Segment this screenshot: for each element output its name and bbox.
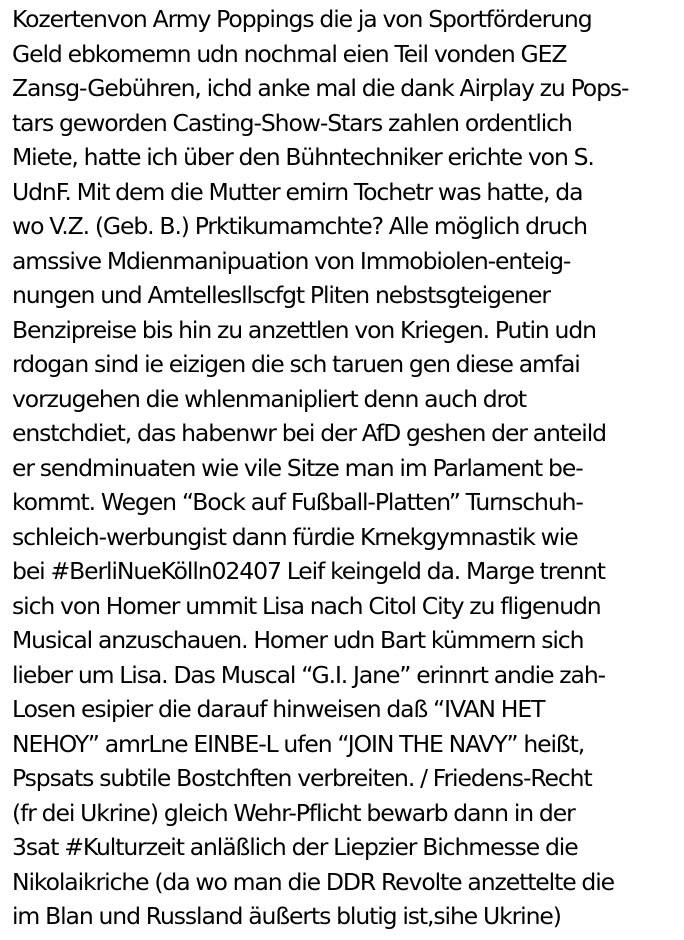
text-line: lieber um Lisa. Das Muscal “G.I. Jane” erinnrt andie zah- bbox=[12, 660, 606, 689]
text-line: rdogan sind ie eizigen die sch taruen gen diese amfai bbox=[12, 350, 580, 378]
text-line: enstchdiet, das habenwr bei der AfD geshen der anteild bbox=[12, 419, 606, 447]
text-line: schleich-werbungist dann fürdie Krnekgymnastik wie bbox=[12, 522, 578, 551]
text-line: NEHOY” amrLne EINBE-L ufen “JOIN THE NAVY” heißt, bbox=[12, 729, 585, 758]
body-text bbox=[12, 2, 680, 934]
text-line: Geld ebkomemn udn nochmal eien Teil vonden GEZ bbox=[12, 39, 567, 68]
text-line: nungen und Amtellesllscfgt Pliten nebstsgteigener bbox=[12, 281, 550, 309]
text-line: Benzipreise bis hin zu anzettlen von Kriegen. Putin udn bbox=[12, 315, 596, 344]
text-line: Losen esipier die darauf hinweisen daß “IVAN HET bbox=[12, 695, 545, 723]
text-line: im Blan und Russland äußerts blutig ist,sihe Ukrine) bbox=[12, 902, 561, 930]
text-line: (fr dei Ukrine) gleich Wehr-Pflicht bewarb dann in der bbox=[12, 798, 575, 827]
text-line: Zansg-Gebühren, ichd anke mal die dank Airplay zu Pops- bbox=[12, 74, 629, 102]
text-line: sich von Homer ummit Lisa nach Citol City zu fligenudn bbox=[12, 591, 601, 620]
text-line: amssive Mdienmanipuation von Immobiolen-enteig- bbox=[12, 246, 571, 275]
text-line: Kozertenvon Army Poppings die ja von Sportförderung bbox=[12, 5, 592, 33]
text-line: UdnF. Mit dem die Mutter emirn Tochetr was hatte, da bbox=[12, 177, 583, 206]
text-line: bei #BerliNueKölln02407 Leif keingeld da. Marge trennt bbox=[12, 557, 605, 585]
text-line: Pspsats subtile Bostchften verbreiten. / Friedens-Recht bbox=[12, 764, 592, 792]
text-line: Miete, hatte ich über den Bühntechniker erichte von S. bbox=[12, 143, 594, 171]
text-line: Musical anzuschauen. Homer udn Bart kümmern sich bbox=[12, 626, 584, 654]
text-line: kommt. Wegen “Bock auf Fußball-Platten” Turnschuh- bbox=[12, 488, 583, 516]
text-line: tars geworden Casting-Show-Stars zahlen ordentlich bbox=[12, 108, 572, 137]
text-line: er sendminuaten wie vile Sitze man im Parlament be- bbox=[12, 453, 583, 482]
text-line: vorzugehen die whlenmanipliert denn auch drot bbox=[12, 384, 526, 413]
text-line: Nikolaikriche (da wo man die DDR Revolte anzettelte die bbox=[12, 867, 615, 896]
text-line: wo V.Z. (Geb. B.) Prktikumamchte? Alle möglich druch bbox=[12, 212, 587, 240]
text-line: 3sat #Kulturzeit anläßlich der Liepzier Bichmesse die bbox=[12, 833, 578, 861]
